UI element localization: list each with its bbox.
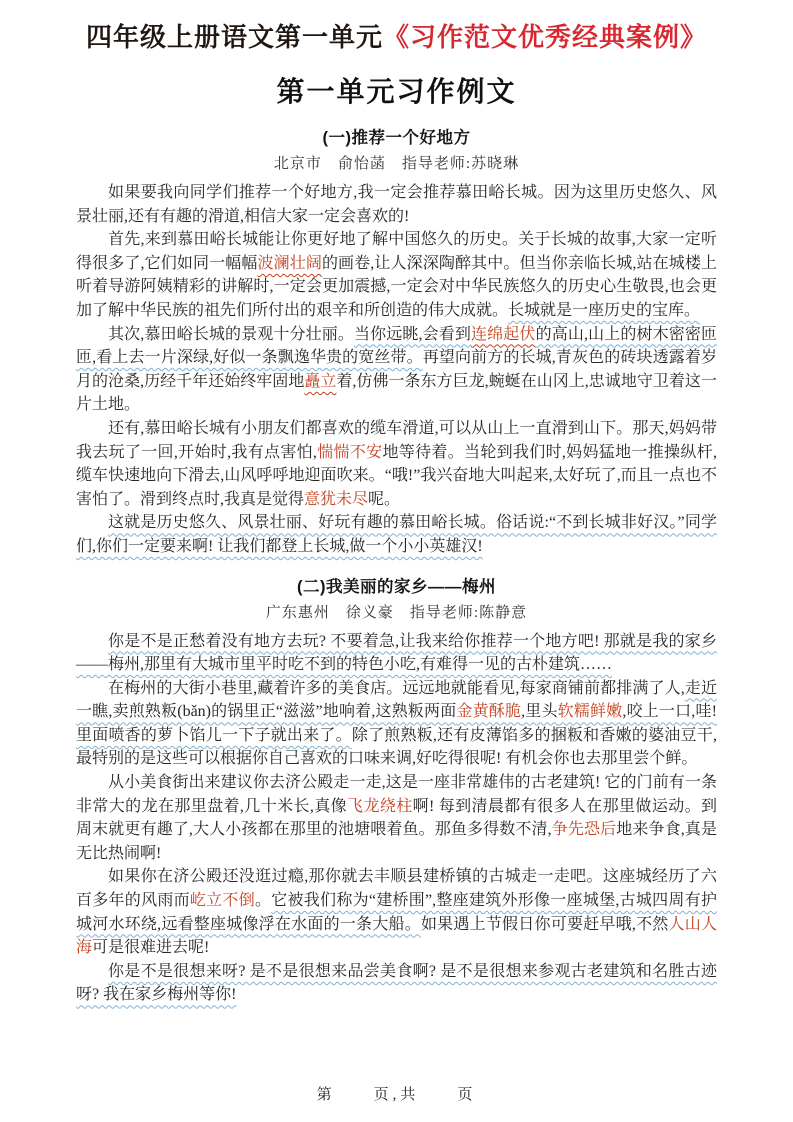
text-run: 。 — [254, 892, 272, 910]
essay-title: (一)推荐一个好地方 — [322, 129, 471, 147]
highlighted-sentence: 的高山,山上的树木密密匝匝,看上去一片深绿,好似一条飘逸华贵的宽丝带。 — [76, 325, 717, 367]
document-title-black: 四年级上册语文第一单元 — [85, 22, 383, 52]
highlighted-idiom: 人山人海 — [76, 915, 717, 957]
highlighted-idiom: 波澜壮阔 — [257, 254, 322, 272]
essay-paragraph — [76, 511, 717, 558]
highlighted-idiom: 飞龙绕柱 — [347, 797, 413, 815]
text-run: 的画卷,让人深深陶醉其中。但当你亲临长城,站在城楼上听着导游阿姨精彩的讲解时,一定会更加震撼,一定会对中华民族悠久的历史心生敬畏,也会更加了解中华民族的祖先们所付出的艰辛和所创造的伟大成就。 — [76, 254, 717, 319]
highlighted-idiom: 金黄酥脆 — [456, 703, 522, 721]
text-run: 着,仿佛一条东方巨龙,蜿蜒在山冈上,忠诚地守卫着这一片土地。 — [76, 372, 717, 414]
highlighted-sentence: 它被我们称为“建桥围”,整座建筑外形像一座城堡,古城四周有护城河水环绕,远看整座城像浮在水面的一条大船。 — [76, 892, 717, 933]
text-run: 从小美食街出来建议你去济公殿走一走,这是一座非常雄伟的古老建筑! 它的门前有一条非常大的龙在那里盘着,几十米长,真像 — [76, 774, 717, 815]
essay-paragraph — [76, 323, 717, 417]
essay-paragraph — [76, 771, 717, 865]
text-run: 在梅州的大街小巷里,藏着许多的美食店。远远地就能看见,每家商铺前都排满了人, — [108, 679, 685, 697]
essay-paragraph — [76, 630, 717, 677]
highlighted-idiom: 惴惴不安 — [316, 443, 383, 461]
text-run: 其次,慕田峪长城的景观十分壮丽。 — [108, 325, 355, 343]
essay-paragraph — [76, 417, 717, 511]
text-run: 呢。 — [368, 490, 401, 508]
text-run: 除了煎熟粄,还有皮薄馅多的捆粄和香嫩的婆油豆干,最特别的是这些可以根据你自己喜欢的口味来调,好吃得很呢! 有机会你也去那里尝个鲜。 — [76, 726, 717, 768]
highlighted-idiom: 争先恐后 — [551, 821, 617, 839]
highlighted-sentence: 走近一瞧,卖煎熟粄(bǎn)的锅里正“滋滋”地响着,这熟粄两面 — [76, 679, 717, 721]
text-run: 地等待着。当轮到我们时,妈妈猛地一推操纵杆,缆车快速地向下滑去,山风呼呼地迎面吹来。“哦!”我兴奋地大叫起来,太好玩了,而且一点也不害怕了。滑到终点时,我真是觉得 — [76, 443, 717, 508]
text-run: 可是很难进去呢! — [92, 939, 210, 957]
essay-section — [76, 573, 717, 1008]
text-run: 再望向前方的长城,青灰色的砖块透露着岁月的沧桑,历经千年还始终牢固地 — [76, 349, 717, 390]
unit-heading: 第一单元习作例文 — [276, 77, 517, 108]
essay-title: (二)我美丽的家乡——梅州 — [297, 577, 496, 596]
text-run: 如果要我向同学们推荐一个好地方,我一定会推荐慕田峪长城。因为这里历史悠久、风景壮丽,还有有趣的滑道,相信大家一定会喜欢的! — [76, 184, 717, 225]
essay-author-line: 北京市 俞怡菡 指导老师:苏晓琳 — [273, 156, 520, 172]
document-title — [76, 20, 717, 54]
essay-paragraph — [76, 228, 717, 322]
highlighted-sentence: ,咬上一口,哇! 里面喷香的萝卜馅儿一下子就出来了。 — [76, 703, 717, 744]
essays — [76, 124, 717, 1007]
essay-paragraph — [76, 960, 717, 1007]
highlighted-idiom: 矗立 — [304, 372, 337, 390]
highlighted-idiom: 连绵起伏 — [471, 325, 536, 343]
highlighted-sentence: 这就是历史悠久、风景壮丽、好玩有趣的慕田峪长城。俗话说:“不到长城非好汉。”同学们,你们一定要来啊! 让我们都登上长城,做一个小小英雄汉! — [76, 514, 717, 555]
text-run: 首先,来到慕田峪长城能让你更好地了解中国悠久的历史。关于长城的故事,大家一定听得很多了,它们如同一幅幅 — [76, 231, 717, 272]
text-run: 如果遇上节假日你可要赶早哦,不然 — [420, 915, 669, 933]
highlighted-idiom: 软糯鲜嫩 — [557, 703, 623, 721]
highlighted-idiom: 屹立不倒 — [189, 892, 255, 910]
text-run: 还有,慕田峪长城有小朋友们都喜欢的缆车滑道,可以从山上一直滑到山下。那天,妈妈带我去玩了一回,开始时,我有点害怕, — [76, 419, 717, 461]
text-run: 啊! 每到清晨都有很多人在那里做运动。到周末就更有趣了,大人小孩都在那里的池塘喂着鱼。那鱼多得数不清, — [76, 797, 717, 839]
highlighted-sentence: 当你远眺,会看到 — [354, 325, 472, 343]
highlighted-sentence: ,里头 — [521, 703, 558, 721]
page-footer: 第 页,共 页 — [316, 1087, 477, 1103]
essay-paragraph — [76, 181, 717, 228]
essay-paragraph — [76, 677, 717, 771]
highlighted-idiom: 意犹未尽 — [304, 490, 369, 508]
document-title-red: 《习作范文优秀经典案例》 — [383, 22, 708, 52]
highlighted-sentence: 你是不是很想来呀? 是不是很想来品尝美食啊? 是不是很想来参观古老建筑和名胜古迹呀? 我在家乡梅州等你! — [76, 962, 717, 1004]
essay-paragraph — [76, 865, 717, 959]
text-run: 地来争食,真是无比热闹啊! — [76, 821, 717, 862]
text-run: 如果你在济公殿还没逛过瘾,那你就去丰顺县建桥镇的古城走一走吧。这座城经历了六百多年的风雨而 — [76, 868, 717, 910]
highlighted-sentence: 你是不是正愁着没有地方去玩? 不要着急,让我来给你推荐一个地方吧! 那就是我的家乡——梅州,那里有大城市里平时吃不到的特色小吃,有难得一见的古朴建筑…… — [76, 632, 717, 674]
essay-section — [76, 124, 717, 559]
essay-author-line: 广东惠州 徐义豪 指导老师:陈静意 — [265, 604, 528, 621]
highlighted-sentence: 长城就是一座历史的宝库。 — [508, 301, 701, 319]
